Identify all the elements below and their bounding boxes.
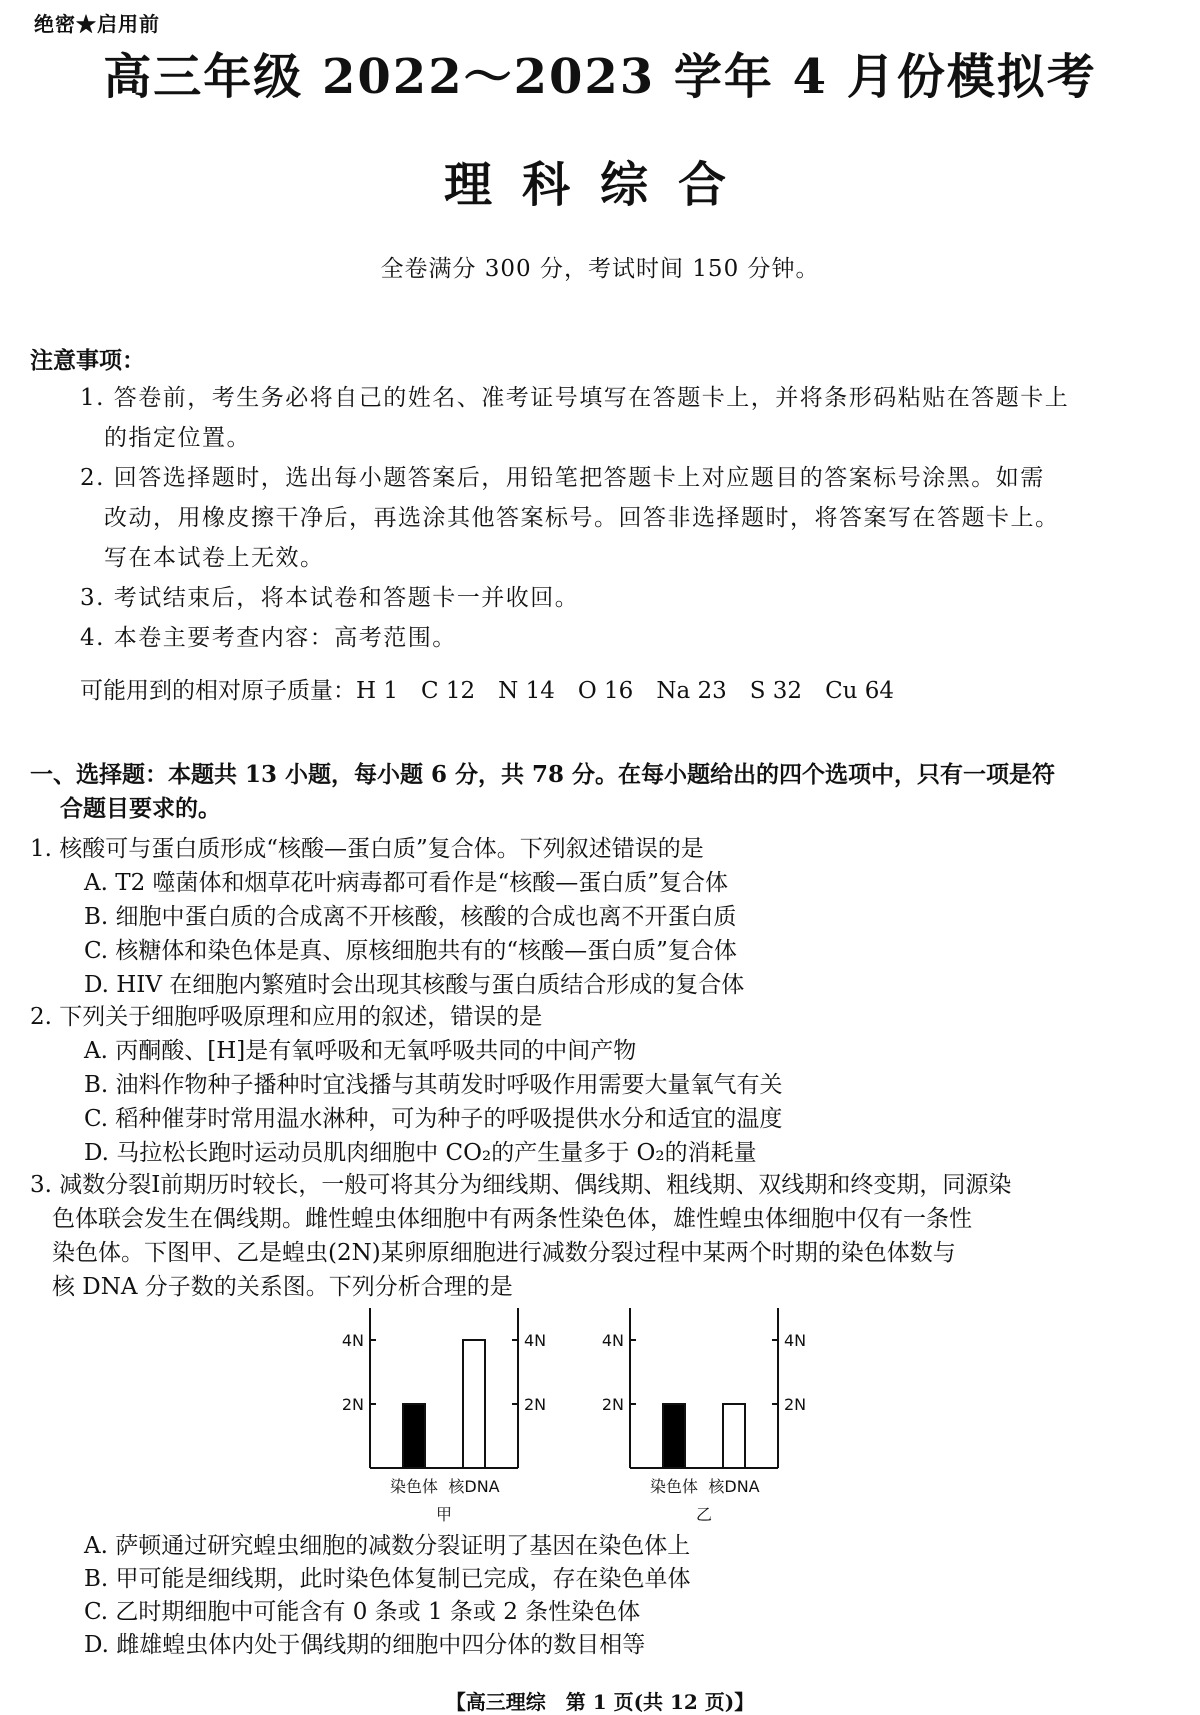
chart-y-tick-label: 4N [341,1331,364,1350]
question-stem-line: 核 DNA 分子数的关系图。下列分析合理的是 [52,1274,513,1300]
chart-bar [463,1340,485,1468]
chart-y-tick-label: 2N [601,1395,624,1414]
exam-title: 高三年级 2022～2023 学年 4 月份模拟考 [103,49,1097,105]
notice-item-2: 2. 回答选择题时，选出每小题答案后，用铅笔把答题卡上对应题目的答案标号涂黑。如需 [80,465,1045,491]
option-c: C. 乙时期细胞中可能含有 0 条或 1 条或 2 条性染色体 [84,1599,641,1625]
chart-y-tick-label: 2N [784,1395,807,1414]
chart-title: 乙 [695,1505,713,1524]
chart-x-tick-label: 染色体 [649,1477,699,1496]
option-c: C. 核糖体和染色体是真、原核细胞共有的“核酸—蛋白质”复合体 [84,938,737,964]
question-stem: 2. 下列关于细胞呼吸原理和应用的叙述，错误的是 [30,1004,543,1030]
option-a: A. T2 噬菌体和烟草花叶病毒都可看作是“核酸—蛋白质”复合体 [84,870,729,896]
chart-y-tick-label: 2N [524,1395,547,1414]
notice-item-4: 4. 本卷主要考查内容：高考范围。 [80,625,457,651]
chart-x-tick-label: 染色体 [389,1477,439,1496]
notice-item-2-cont: 改动，用橡皮擦干净后，再选涂其他答案标号。回答非选择题时，将答案写在答题卡上。 [104,505,1060,531]
option-a: A. 丙酮酸、[H]是有氧呼吸和无氧呼吸共同的中间产物 [84,1038,637,1064]
option-d: D. HIV 在细胞内繁殖时会出现其核酸与蛋白质结合形成的复合体 [84,972,745,998]
question-1 [30,832,1170,1002]
exam-subject: 理科综合 [443,157,756,213]
option-a: A. 萨顿通过研究蝗虫细胞的减数分裂证明了基因在染色体上 [84,1533,691,1559]
chart-y-tick-label: 2N [341,1395,364,1414]
option-b: B. 油料作物种子播种时宜浅播与其萌发时呼吸作用需要大量氧气有关 [84,1072,783,1098]
question-stem: 1. 核酸可与蛋白质形成“核酸—蛋白质”复合体。下列叙述错误的是 [30,836,704,862]
score-and-time: 全卷满分 300 分，考试时间 150 分钟。 [380,256,820,282]
atomic-masses: 可能用到的相对原子质量：H 1 C 12 N 14 O 16 Na 23 S 32 Cu 64 [80,678,895,704]
page-footer: 【高三理综 第 1 页(共 12 页)】 [445,1690,755,1714]
chart-x-tick-label: 核DNA [708,1477,760,1496]
option-b: B. 甲可能是细线期，此时染色体复制已完成，存在染色单体 [84,1566,691,1592]
section-heading-line2: 合题目要求的。 [60,795,221,822]
section-heading [30,758,1170,826]
chromosome-dna-charts [330,1298,850,1528]
secret-label: 绝密★启用前 [34,12,160,36]
chart-bar [403,1404,425,1468]
chart-y-tick-label: 4N [524,1331,547,1350]
chart-y-tick-label: 4N [601,1331,624,1350]
option-d: D. 马拉松长跑时运动员肌肉细胞中 CO₂的产生量多于 O₂的消耗量 [84,1140,757,1166]
chart-y-tick-label: 4N [784,1331,807,1350]
question-stem-line: 染色体。下图甲、乙是蝗虫(2N)某卵原细胞进行减数分裂过程中某两个时期的染色体数与 [52,1240,956,1266]
chart-x-tick-label: 核DNA [448,1477,500,1496]
question-3-options [30,1530,1170,1662]
option-c: C. 稻种催芽时常用温水淋种，可为种子的呼吸提供水分和适宜的温度 [84,1106,783,1132]
question-2 [30,1000,1170,1170]
question-stem-line: 3. 减数分裂Ⅰ前期历时较长，一般可将其分为细线期、偶线期、粗线期、双线期和终变期，同源染 [30,1172,1012,1198]
notice-item-1: 1. 答卷前，考生务必将自己的姓名、准考证号填写在答题卡上，并将条形码粘贴在答题卡上 [80,385,1070,411]
chart-title: 甲 [435,1505,453,1524]
charts-svg [330,1298,850,1528]
notice-item-3: 3. 考试结束后，将本试卷和答题卡一并收回。 [80,585,580,611]
chart-bar [663,1404,685,1468]
option-b: B. 细胞中蛋白质的合成离不开核酸，核酸的合成也离不开蛋白质 [84,904,737,930]
notice-item-2-cont2: 写在本试卷上无效。 [104,545,325,571]
notice-item-1-cont: 的指定位置。 [104,425,251,451]
notice-title: 注意事项： [30,347,145,374]
question-3 [30,1168,1170,1304]
chart-bar [723,1404,745,1468]
notice-list [80,378,1170,658]
question-stem-line: 色体联会发生在偶线期。雌性蝗虫体细胞中有两条性染色体，雄性蝗虫体细胞中仅有一条性 [52,1206,972,1232]
option-d: D. 雌雄蝗虫体内处于偶线期的细胞中四分体的数目相等 [84,1632,646,1658]
section-heading-line1: 一、选择题：本题共 13 小题，每小题 6 分，共 78 分。在每小题给出的四个选项中，只有一项是符 [30,761,1056,788]
